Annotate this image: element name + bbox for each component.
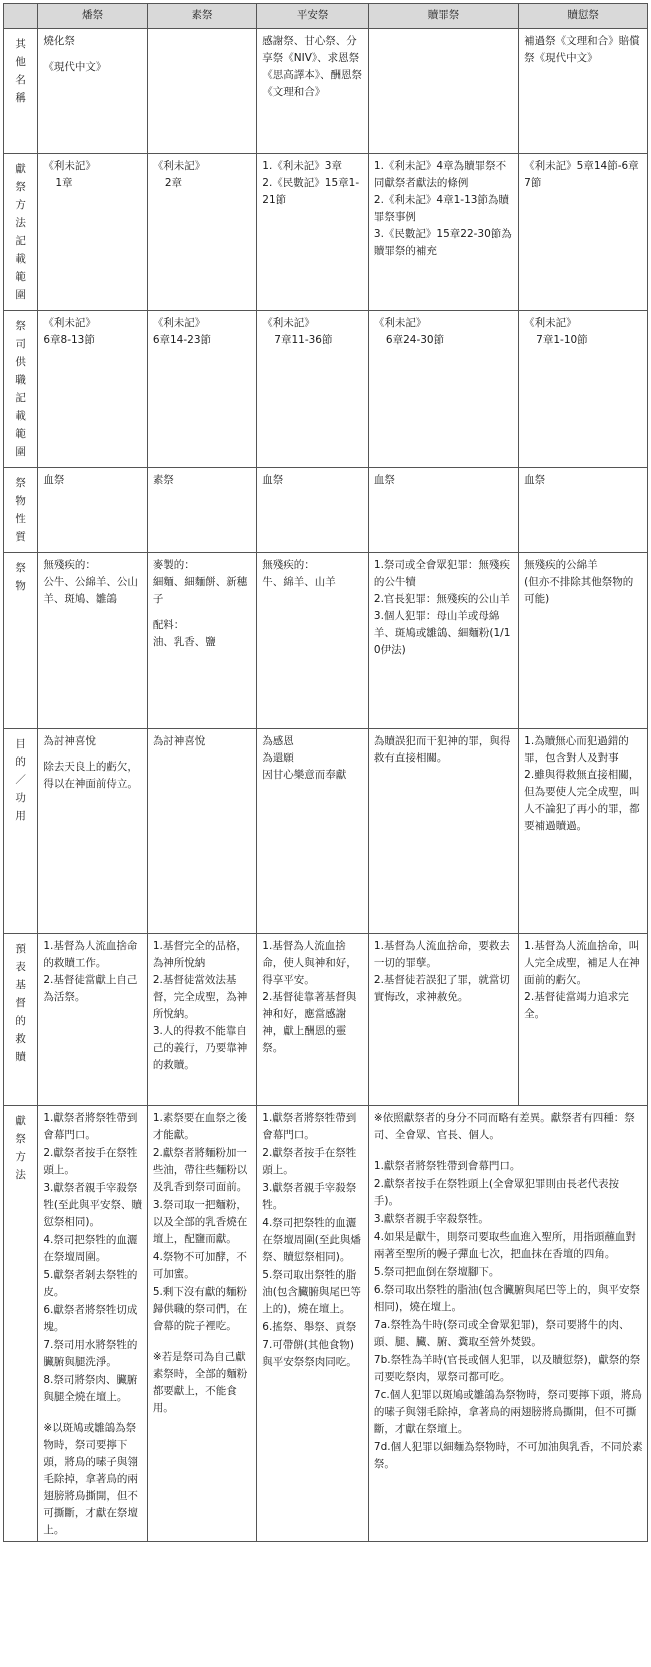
cell-christ-sin (368, 934, 518, 1106)
method-step: 7a.祭牲為牛時(祭司或全會眾犯罪)，祭司要將牛的肉、頭、腿、臟、腑、糞取至營外焚毀。 (373, 1319, 630, 1348)
method-step: 6.搖祭、舉祭、貢祭 (262, 1321, 357, 1333)
method-step: 2.獻祭者將麵粉加一些油，帶往些麵粉以及乳香到祭司面前。 (152, 1147, 248, 1193)
cell-scope-peace (257, 154, 369, 311)
cell-line: 2.《利未記》4章1-13節為贖罪祭事例 (373, 194, 509, 223)
cell-method-grain (147, 1106, 256, 1542)
method-step: 1.獻祭者將祭牲帶到會幕門口。 (373, 1160, 521, 1172)
method-step: 7c.個人犯罪以斑鳩或雛鴿為祭物時，祭司要擰下頭，將鳥的嗉子與翎毛除掉，拿著鳥的兩翅膀將鳥撕開，但不可撕斷，才獻在祭壇上。 (373, 1389, 642, 1435)
cell-offerings-peace (257, 553, 369, 729)
row-names (4, 29, 648, 154)
method-note: ※若是祭司為自己獻素祭時，全部的麵粉都要獻上，不能食用。 (152, 1351, 248, 1414)
cell-line: 2.基督徒靠著基督與神和好，應當感謝神，獻上酬恩的靈祭。 (262, 991, 357, 1054)
header-corner (4, 4, 38, 29)
cell-line: 2.官長犯罪：無殘疾的公山羊 (373, 593, 510, 605)
header-row (4, 4, 648, 29)
cell-line: 《現代中文》 (43, 61, 107, 73)
row-label-names: 其他名稱 (4, 29, 38, 154)
cell-line: 1.基督為人流血捨命，要救去一切的罪孽。 (373, 940, 510, 969)
header-peace-offering: 平安祭 (257, 4, 369, 29)
cell-names-grain (147, 29, 256, 154)
method-step: 7.可帶餅(其他食物)與平安祭祭肉同吃。 (262, 1339, 357, 1368)
cell-line: 《利未記》 (152, 160, 206, 172)
method-steps (43, 1110, 142, 1406)
cell-line: 《利未記》 (262, 317, 315, 329)
method-step: 3.祭司取一把麵粉，以及全部的乳香燒在壇上，配鹽而獻。 (152, 1199, 248, 1245)
cell-line: 1.基督為人流血捨命的救贖工作。 (43, 940, 138, 969)
cell-line: 6章8-13節 (43, 334, 95, 346)
cell-line: 2.《民數記》15章1-21節 (262, 177, 360, 206)
method-step: 3.獻祭者親手宰殺祭牲。 (262, 1182, 357, 1211)
method-step: 1.獻祭者將祭牲帶到會幕門口。 (43, 1112, 138, 1141)
cell-line: 1.基督完全的品格，為神所悅納 (152, 940, 247, 969)
cell-line: 《利未記》 (524, 317, 577, 329)
cell-purpose-guilt (519, 729, 648, 934)
row-label-christ: 預表基督的救贖 (4, 934, 38, 1106)
cell-line: 2.基督徒當效法基督，完全成聖，為神所悅納。 (152, 974, 248, 1020)
cell-names-peace (257, 29, 369, 154)
header-burnt-offering: 燔祭 (38, 4, 147, 29)
cell-nature-peace: 血祭 (257, 468, 369, 553)
cell-method-burnt (38, 1106, 147, 1542)
cell-line: 油、乳香、鹽 (152, 636, 216, 648)
method-step: 3.獻祭者親手宰殺祭牲(至此與平安祭、贖愆祭相同)。 (43, 1182, 142, 1228)
cell-line: 感謝祭、甘心祭、分享祭《NIV》、求恩祭《思高譯本》、酬恩祭《文理和合》 (262, 35, 363, 98)
method-step: 6.獻祭者將祭牲切成塊。 (43, 1304, 138, 1333)
cell-line: 為討神喜悅 (43, 735, 96, 747)
cell-line: 1.《利未記》4章為贖罪祭不同獻祭者獻法的條例 (373, 160, 507, 189)
cell-line: 7章11-36節 (274, 334, 333, 346)
row-label-scope: 獻祭方法記載範圍 (4, 154, 38, 311)
cell-line: 《利未記》 (373, 317, 427, 329)
cell-line (153, 608, 252, 617)
cell-priest-sin (368, 311, 518, 468)
cell-names-guilt (519, 29, 648, 154)
method-step: 6.祭司取出祭牲的脂油(包含臟腑與尾巴等上的，與平安祭相同)，燒在壇上。 (373, 1284, 641, 1313)
cell-nature-guilt: 血祭 (519, 468, 648, 553)
cell-line: 1.基督為人流血捨命，叫人完全成聖，補足人在神面前的虧欠。 (524, 940, 640, 986)
header-grain-offering: 素祭 (147, 4, 256, 29)
cell-line: 為還願 (262, 752, 294, 764)
method-step: 3.獻祭者親手宰殺祭牲。 (373, 1213, 489, 1225)
row-nature (4, 468, 648, 553)
cell-nature-burnt: 血祭 (38, 468, 147, 553)
row-label-method: 獻祭方法 (4, 1106, 38, 1542)
cell-christ-guilt (519, 934, 648, 1106)
cell-line: 無殘疾的： (43, 559, 96, 571)
cell-line: 為贖誤犯而干犯神的罪，與得救有直接相關。 (373, 735, 511, 764)
cell-line: (但亦不排除其他祭物的可能) (524, 576, 634, 605)
method-step: 2.獻祭者按手在祭牲頭上。 (43, 1147, 138, 1176)
row-scope (4, 154, 648, 311)
cell-line: 2.基督徒當竭力追求完全。 (524, 991, 629, 1020)
cell-names-sin (368, 29, 518, 154)
cell-line (43, 50, 142, 59)
cell-line: 麥製的： (152, 559, 195, 571)
row-priest (4, 311, 648, 468)
method-step: 4.祭司把祭牲的血灑在祭壇周圍。 (43, 1234, 138, 1263)
cell-purpose-burnt (38, 729, 147, 934)
method-step: 4.祭司把祭牲的血灑在祭壇周圍(至此與燔祭、贖愆祭相同)。 (262, 1217, 361, 1263)
method-step: 1.獻祭者將祭牲帶到會幕門口。 (262, 1112, 357, 1141)
cell-scope-burnt (38, 154, 147, 311)
cell-line: 燒化祭 (43, 35, 75, 47)
cell-line: 《利未記》 (43, 317, 96, 329)
cell-line: 補過祭《文理和合》賠償祭《現代中文》 (524, 35, 640, 64)
cell-priest-peace (257, 311, 369, 468)
method-step: 5.祭司取出祭牲的脂油(包含臟腑與尾巴等上的)，燒在壇上。 (262, 1269, 361, 1315)
cell-christ-peace (257, 934, 369, 1106)
cell-offerings-guilt (519, 553, 648, 729)
row-purpose (4, 729, 648, 934)
row-label-priest: 祭司供職記載範圍 (4, 311, 38, 468)
cell-line: 《利未記》5章14節-6章7節 (524, 160, 639, 189)
method-step: 5.祭司把血倒在祭壇腳下。 (373, 1266, 500, 1278)
method-steps (262, 1110, 364, 1371)
method-step: 4.祭物不可加酵，不可加蜜。 (152, 1251, 247, 1280)
cell-line: 無殘疾的公綿羊 (524, 559, 598, 571)
cell-line: 公牛、公綿羊、公山羊、斑鳩、雛鴿 (43, 576, 138, 605)
cell-offerings-grain (147, 553, 256, 729)
method-step: 1.素祭要在血祭之後才能獻。 (152, 1112, 247, 1141)
method-step: 2.獻祭者按手在祭牲頭上(全會眾犯罪則由長老代表按手)。 (373, 1178, 620, 1207)
cell-purpose-sin (368, 729, 518, 934)
cell-line: 因甘心樂意而奉獻 (262, 769, 347, 781)
cell-line: 7章1-10節 (536, 334, 588, 346)
row-method (4, 1106, 648, 1542)
method-step: 7b.祭牲為羊時(官長或個人犯罪，以及贖愆祭)，獻祭的祭司要吃祭肉，眾祭司都可吃。 (373, 1354, 641, 1383)
cell-line: 1.祭司或全會眾犯罪：無殘疾的公牛犢 (373, 559, 510, 588)
cell-line: 細麵、細麵餅、新穗子 (152, 576, 248, 605)
cell-line: 6章14-23節 (152, 334, 212, 346)
row-label-purpose: 目的／功用 (4, 729, 38, 934)
cell-line: 2.基督徒當獻上自己為活祭。 (43, 974, 138, 1003)
cell-names-burnt (38, 29, 147, 154)
row-christ (4, 934, 648, 1106)
cell-nature-sin: 血祭 (368, 468, 518, 553)
cell-line: 6章24-30節 (385, 334, 445, 346)
cell-scope-guilt (519, 154, 648, 311)
cell-scope-sin (368, 154, 518, 311)
method-step: 4.如果是獻牛，則祭司要取些血進入聖所，用指頭蘸血對兩著至聖所的幔子彈血七次，把血抹在香壇的四角。 (373, 1231, 636, 1260)
cell-line: 《利未記》 (43, 160, 96, 172)
cell-line: 2章 (164, 177, 182, 189)
cell-line: 2.雖與得救無直接相關，但為要使人完全成聖，叫人不論犯了再小的罪，都要補過贖過。 (524, 769, 640, 832)
cell-line: 1章 (55, 177, 73, 189)
cell-line (43, 750, 142, 759)
cell-line: 為感恩 (262, 735, 294, 747)
cell-line: 3.個人犯罪：母山羊或母綿羊、斑鳩或雛鴿、細麵粉(1/10伊法) (373, 610, 511, 656)
cell-line: 配料： (152, 619, 185, 631)
method-note: ※以斑鳩或雛鴿為祭物時，祭司要擰下頭，將鳥的嗉子與翎毛除掉，拿著鳥的兩翅膀將鳥撕開，但不可撕斷，才獻在祭壇上。 (43, 1422, 138, 1536)
cell-nature-grain: 素祭 (147, 468, 256, 553)
method-steps (374, 1158, 643, 1473)
cell-offerings-burnt (38, 553, 147, 729)
row-offerings (4, 553, 648, 729)
cell-line: 2.基督徒若誤犯了罪，就當切實悔改，求神赦免。 (373, 974, 510, 1003)
method-step: 5.剩下沒有獻的麵粉歸供職的祭司們，在會幕的院子裡吃。 (152, 1286, 248, 1332)
method-step: 5.獻祭者剝去祭牲的皮。 (43, 1269, 138, 1298)
method-intro: ※依照獻祭者的身分不同而略有差異。獻祭者有四種：祭司、全會眾、官長、個人。 (373, 1112, 635, 1141)
method-step: 7d.個人犯罪以細麵為祭物時，不可加油與乳香，不同於素祭。 (373, 1441, 643, 1470)
row-label-offerings: 祭物 (4, 553, 38, 729)
cell-line: 3.《民數記》15章22-30節為贖罪祭的補充 (373, 228, 512, 257)
cell-offerings-sin (368, 553, 518, 729)
row-label-nature: 祭物性質 (4, 468, 38, 553)
cell-purpose-peace (257, 729, 369, 934)
cell-line: 1.《利未記》3章 (262, 160, 342, 172)
cell-line: 除去天良上的虧欠，得以在神面前侍立。 (43, 761, 138, 790)
cell-line: 牛、綿羊、山羊 (262, 576, 336, 588)
offerings-comparison-table (3, 3, 648, 1542)
header-sin-offering: 贖罪祭 (368, 4, 518, 29)
cell-scope-grain (147, 154, 256, 311)
method-step: 8.祭司將祭肉、臟腑與腿全燒在壇上。 (43, 1374, 138, 1403)
cell-purpose-grain (147, 729, 256, 934)
method-steps (153, 1110, 252, 1335)
cell-line: 1.為贖無心而犯過錯的罪，包含對人及對事 (524, 735, 629, 764)
cell-line: 《利未記》 (152, 317, 206, 329)
cell-method-peace (257, 1106, 369, 1542)
cell-christ-grain (147, 934, 256, 1106)
method-step: 7.祭司用水將祭牲的臟腑與腿洗淨。 (43, 1339, 138, 1368)
cell-christ-burnt (38, 934, 147, 1106)
header-guilt-offering: 贖愆祭 (519, 4, 648, 29)
cell-priest-burnt (38, 311, 147, 468)
cell-line: 為討神喜悅 (152, 735, 206, 747)
cell-line: 無殘疾的： (262, 559, 315, 571)
method-step: 2.獻祭者按手在祭牲頭上。 (262, 1147, 357, 1176)
cell-method-sin (368, 1106, 647, 1542)
cell-priest-guilt (519, 311, 648, 468)
cell-line: 1.基督為人流血捨命，使人與神和好，得享平安。 (262, 940, 357, 986)
cell-line: 3.人的得救不能靠自己的義行，乃要靠神的救贖。 (152, 1025, 248, 1071)
cell-priest-grain (147, 311, 256, 468)
